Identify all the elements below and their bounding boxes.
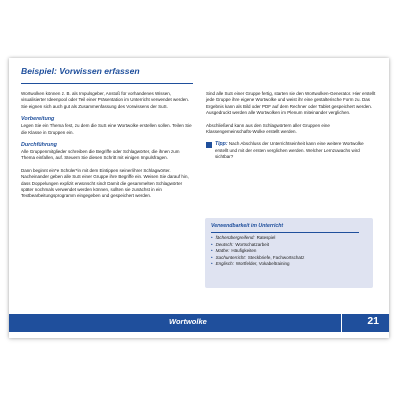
item-label: Mathe: — [215, 248, 230, 254]
bullet-icon: • — [211, 254, 213, 260]
item-value: Häufigkeiten — [231, 248, 257, 254]
vorbereitung-text: Legen Sie ein Thema fest, zu dem die SuS eine Wortwolke erstellen sollen. Teilen Sie die Klasse in Gruppen ein. — [21, 123, 192, 135]
item-label: Deutsch: — [215, 241, 234, 247]
right-text-1: Sind alle SuS einer Gruppe fertig, starten sie den Wortwolken-Generator. Hier erstellt jede Gruppe ihre eigene Wortwolke und weist ihr eine gestalterische Form zu. Das Ergebnis kann als Bild oder PDF auf dem Rechner oder Tablet gespeichert werden. Ausgedruckt werden alle Wortwolken im Plenum miteinander verglichen. — [206, 91, 376, 116]
usage-box — [205, 218, 373, 288]
list-item — [211, 255, 367, 262]
bullet-icon: • — [211, 241, 213, 247]
usage-box-divider — [211, 232, 359, 233]
title-underline — [21, 83, 193, 84]
footer-title: Wortwolke — [169, 317, 207, 326]
list-item — [211, 242, 367, 249]
tip-label: Tipp: — [215, 141, 228, 148]
intro-paragraph: Wortwolken können z. B. als Impulsgeber, Anstoß für vorhandenes Wissen, visualisierter Ideenpool oder Teil einer Präsentation im Unterricht verwendet werden. Sie eignen sich auch gut als Zusammenfassung des Vorwissens der SuS. — [21, 91, 190, 109]
bullet-icon: • — [211, 248, 213, 254]
durchfuehrung-text-1: Alle Gruppenmitglieder schreiben die Begriffe oder Schlagwörter, die ihnen zum Thema einfallen, auf. Steuern Sie diesen Schritt mit einigen Impulsfragen. — [21, 149, 180, 161]
item-value: Steckbriefe, Fachwortschatz — [247, 254, 305, 260]
item-value: Wortfelder, Vokabeltraining — [235, 261, 290, 267]
right-column — [206, 91, 376, 161]
item-label: Sachunterricht: — [215, 254, 246, 260]
tip-text: Nach Abschluss der Unterrichtseinheit kann eine weitere Wortwolke erstellt und mit der ersten verglichen werden. Welcher Lernzuwachs wird sichtbar? — [215, 141, 364, 160]
tip — [206, 141, 376, 160]
right-text-2: Abschließend kann aus den Schlagwörtern aller Gruppen eine Klassengemeinschafts-Wolke erstellt werden. — [206, 122, 330, 135]
page-number: 21 — [367, 315, 379, 327]
item-label: fächerübergreifend: — [215, 235, 255, 240]
tip-body — [215, 141, 376, 160]
usage-box-heading: Verwendbarkeit im Unterricht — [211, 223, 284, 229]
vorbereitung-heading: Vorbereitung — [21, 116, 55, 123]
bullet-icon: • — [211, 261, 213, 267]
usage-list — [211, 235, 367, 268]
page-footer — [9, 314, 389, 332]
page-title: Beispiel: Vorwissen erfassen — [21, 66, 140, 76]
bullet-icon: • — [211, 235, 213, 240]
footer-divider — [341, 314, 342, 332]
list-item — [211, 261, 367, 268]
item-label: Englisch: — [215, 261, 234, 267]
item-value: Ratespiel — [256, 235, 276, 240]
book-page — [9, 58, 389, 338]
list-item — [211, 248, 367, 255]
durchfuehrung-text-2: Dann beginnt ein*e Schüler*in mit dem Eintippen seiner/ihrer Schlagwörter. Nacheinander geben alle SuS einer Gruppe ihre Begriffe ein. Weisen Sie darauf hin, dass Doppelungen explizit erwünscht sind! Damit die gesammelten Schlagwörter später nochmals verwendet werden können, sollten sie zunächst in ein Textbearbeitungsprogramm eingegeben und gespeichert werden. — [21, 167, 189, 199]
list-item — [211, 235, 367, 242]
tip-square-icon — [206, 142, 212, 148]
durchfuehrung-heading: Durchführung — [21, 142, 57, 149]
left-column — [21, 91, 193, 206]
item-value: Wortschatzarbeit — [235, 241, 270, 247]
